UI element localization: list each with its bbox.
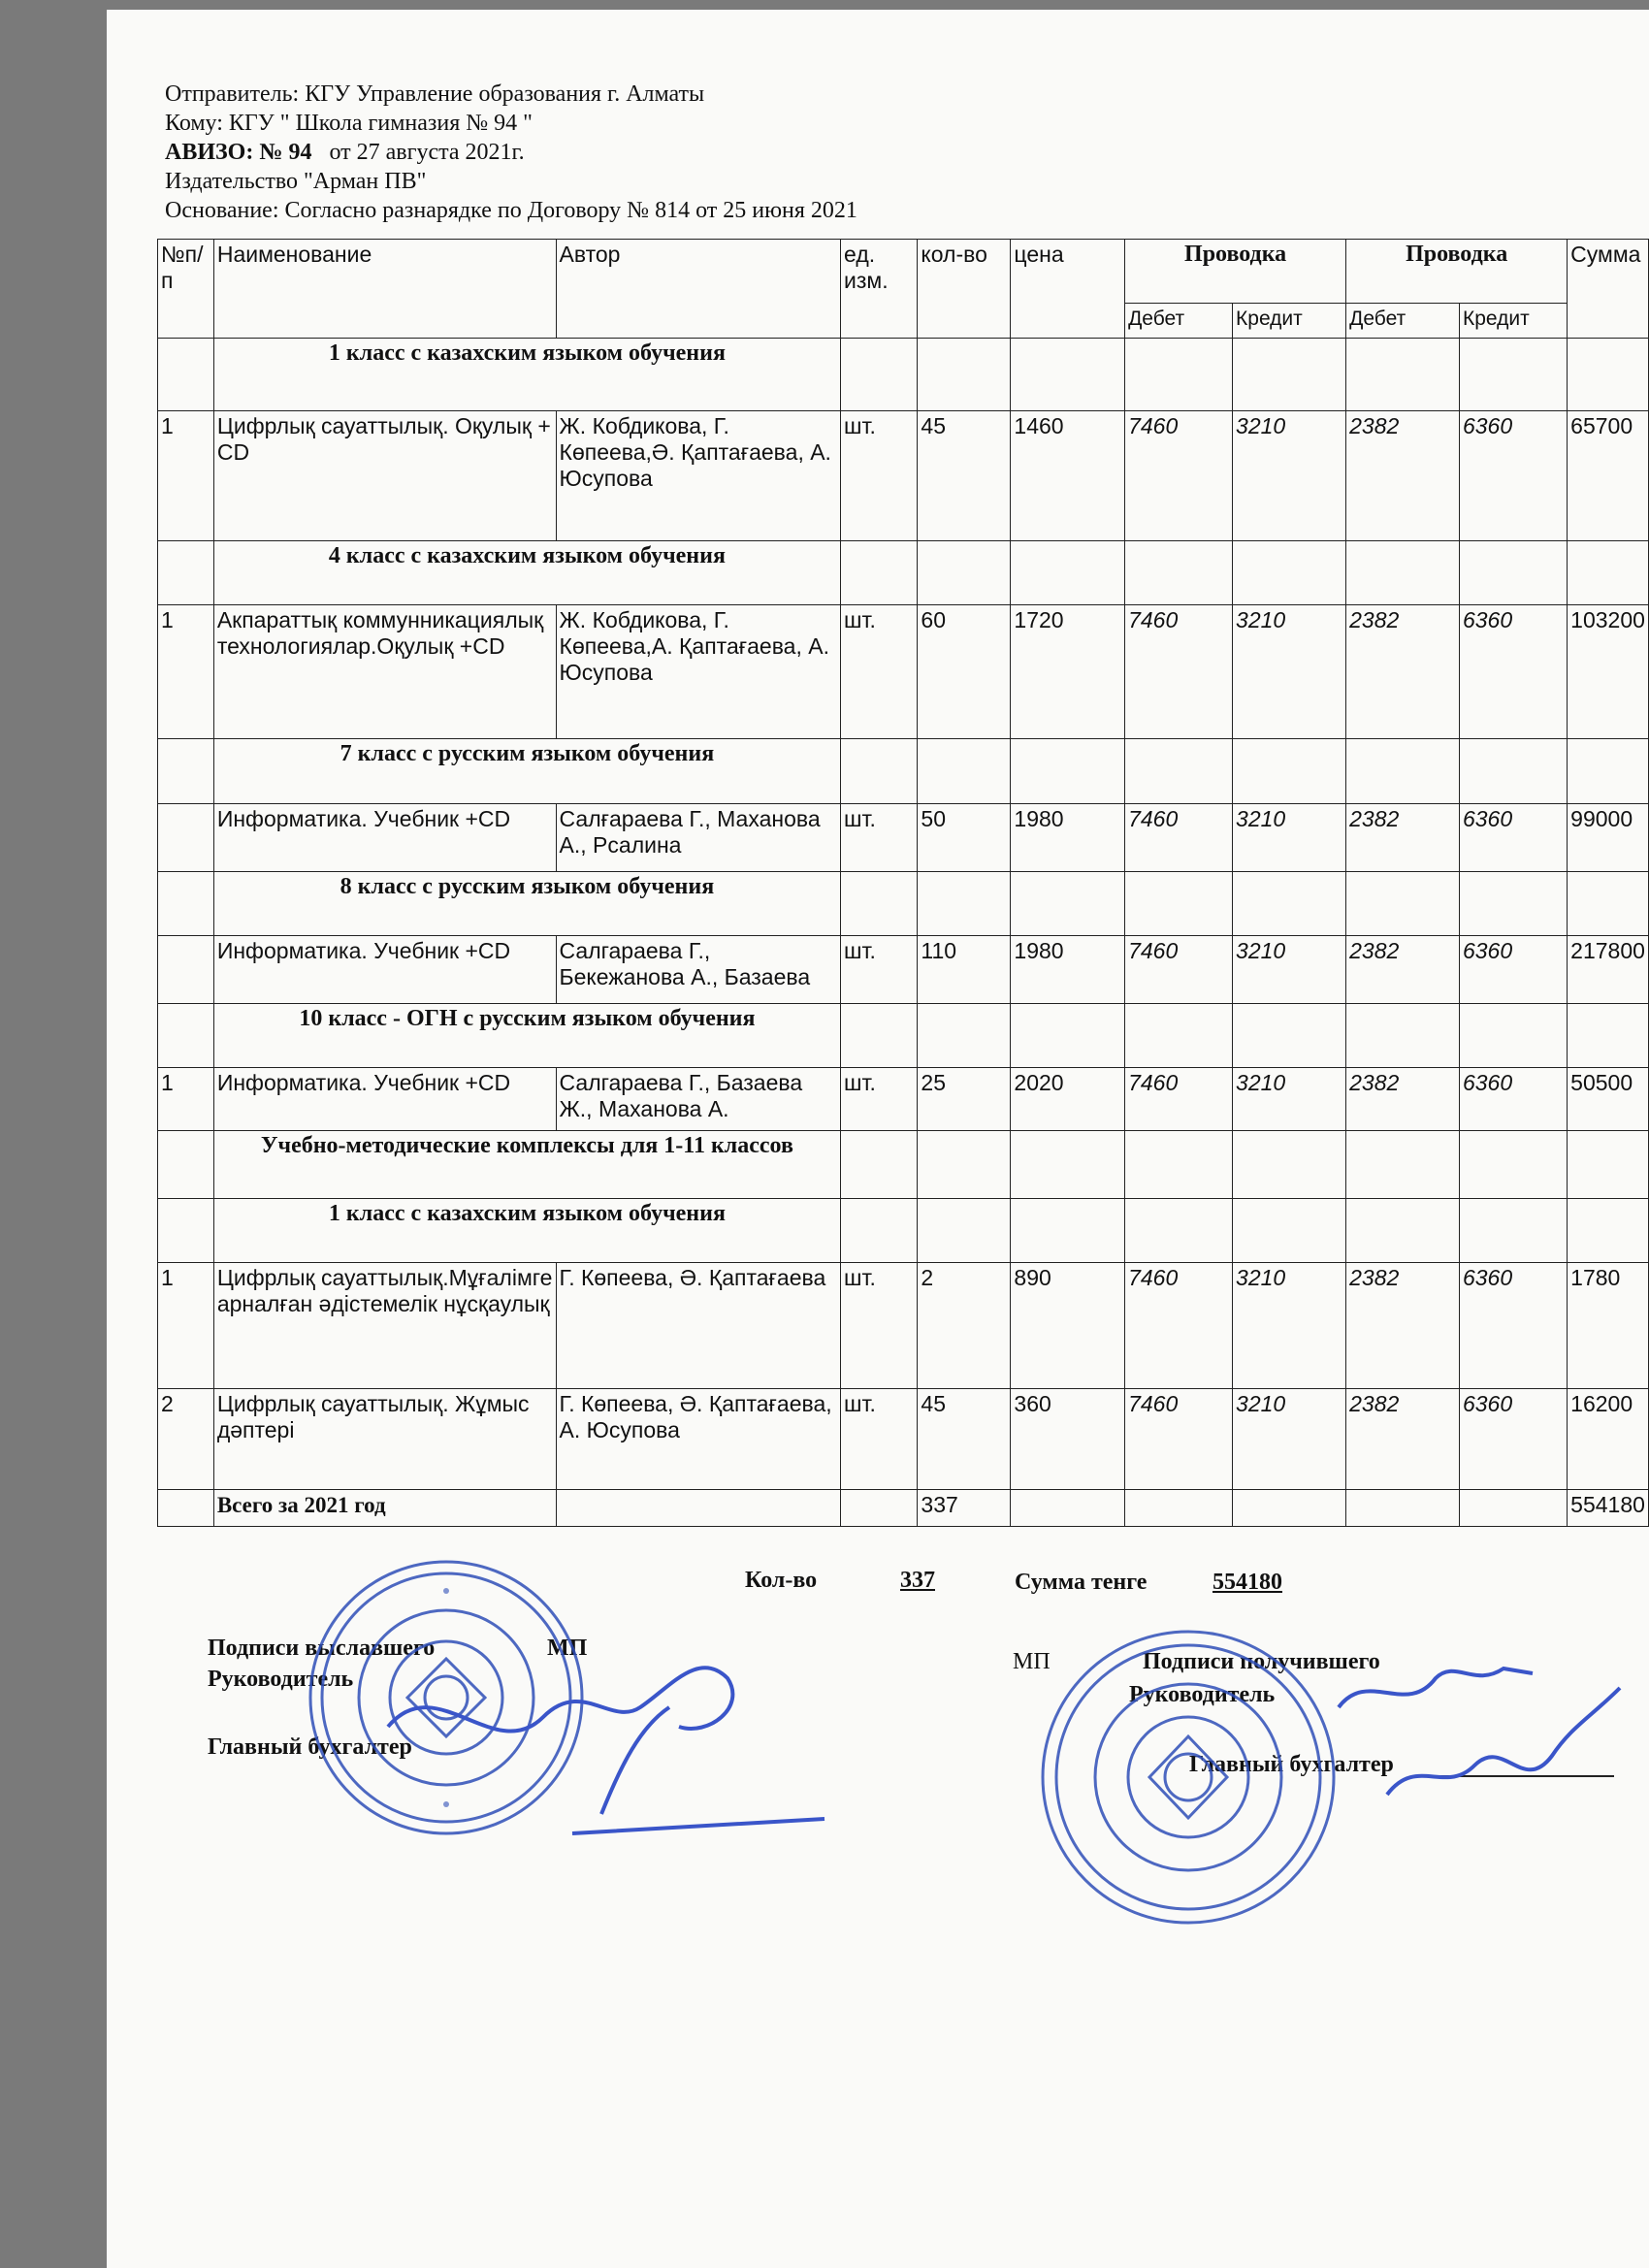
header-credit-1: Кредит — [1233, 304, 1346, 339]
section-row — [158, 1199, 1649, 1263]
header-posting-2: Проводка — [1346, 240, 1568, 304]
sender-accountant-label: Главный бухгалтер — [208, 1734, 412, 1760]
mp-left: МП — [547, 1636, 588, 1661]
item-author: Ж. Кобдикова, Г. Көпеева,А. Қаптағаева, А. Юсупова — [556, 605, 840, 739]
header-sum: Сумма — [1568, 240, 1649, 339]
section-title: 1 класс с казахским языком обучения — [213, 1199, 840, 1263]
footer-qty-label: Кол-во — [745, 1568, 818, 1593]
item-author: Салғараева Г., Маханова А., Рсалина — [556, 804, 840, 872]
aviso-line — [165, 138, 525, 167]
total-sum: 554180 — [1568, 1490, 1649, 1527]
table-row: 1 Информатика. Учебник +CD Салгараева Г., Базаева Ж., Маханова А. шт. 25 2020 7460 3210 2382 6360 50500 — [158, 1068, 1649, 1131]
total-qty: 337 — [918, 1490, 1011, 1527]
item-name: Акпараттық коммунникациялық технологиялар.Оқулық +CD — [213, 605, 556, 739]
header-unit: ед. изм. — [841, 240, 918, 339]
total-label: Всего за 2021 год — [213, 1490, 556, 1527]
table-row: 1 Цифрлық сауаттылық. Оқулық + CD Ж. Кобдикова, Г. Көпеева,Ә. Қаптағаева, А. Юсупова шт. 45 1460 7460 3210 2382 6360 65700 — [158, 411, 1649, 541]
item-author: Салгараева Г., Бекежанова А., Базаева — [556, 936, 840, 1004]
aviso-table — [157, 239, 1649, 1527]
header-debit-1: Дебет — [1125, 304, 1233, 339]
table-row: Информатика. Учебник +CD Салғараева Г., Маханова А., Рсалина шт. 50 1980 7460 3210 2382 6360 99000 — [158, 804, 1649, 872]
table-row: 1 Цифрлық сауаттылық.Мұғалімге арналған әдістемелік нұсқаулық Г. Көпеева, Ә. Қаптағаева шт. 2 890 7460 3210 2382 6360 1780 — [158, 1263, 1649, 1389]
item-name: Цифрлық сауаттылық. Жұмыс дәптері — [213, 1389, 556, 1490]
item-author: Салгараева Г., Базаева Ж., Маханова А. — [556, 1068, 840, 1131]
header-author: Автор — [556, 240, 840, 339]
header-qty: кол-во — [918, 240, 1011, 339]
header-posting-1: Проводка — [1125, 240, 1346, 304]
aviso-date: от 27 августа 2021г. — [329, 140, 525, 165]
sender-line: Отправитель: КГУ Управление образования г. Алматы — [165, 81, 705, 107]
item-name: Цифрлық сауаттылық.Мұғалімге арналған әдістемелік нұсқаулық — [213, 1263, 556, 1389]
section-row — [158, 1131, 1649, 1199]
section-row — [158, 872, 1649, 936]
item-name: Информатика. Учебник +CD — [213, 1068, 556, 1131]
header-name: Наименование — [213, 240, 556, 339]
header-price: цена — [1011, 240, 1125, 339]
official-stamp-right — [1028, 1622, 1348, 1932]
section-row — [158, 339, 1649, 411]
table-row: 2 Цифрлық сауаттылық. Жұмыс дәптері Г. Көпеева, Ә. Қаптағаева, А. Юсупова шт. 45 360 7460 3210 2382 6360 16200 — [158, 1389, 1649, 1490]
item-name: Цифрлық сауаттылық. Оқулық + CD — [213, 411, 556, 541]
sender-signature — [378, 1610, 834, 1863]
item-author: Г. Көпеева, Ә. Қаптағаева, А. Юсупова — [556, 1389, 840, 1490]
section-row — [158, 541, 1649, 605]
table-row: Информатика. Учебник +CD Салгараева Г., Бекежанова А., Базаева шт. 110 1980 7460 3210 2382 6360 217800 — [158, 936, 1649, 1004]
basis-line: Основание: Согласно разнарядке по Договору № 814 от 25 июня 2021 — [165, 198, 857, 223]
section-row — [158, 739, 1649, 804]
footer-qty-value: 337 — [900, 1568, 935, 1593]
recipient-sign-label: Подписи получившего — [1143, 1649, 1380, 1674]
item-author: Г. Көпеева, Ә. Қаптағаева — [556, 1263, 840, 1389]
header-debit-2: Дебет — [1346, 304, 1460, 339]
recipient-line: Кому: КГУ " Школа гимназия № 94 " — [165, 111, 533, 136]
item-name: Информатика. Учебник +CD — [213, 804, 556, 872]
item-author: Ж. Кобдикова, Г. Көпеева,Ә. Қаптағаева, А. Юсупова — [556, 411, 840, 541]
section-title: 1 класс с казахским языком обучения — [213, 339, 840, 411]
aviso-number: АВИЗО: № 94 — [165, 140, 312, 165]
section-title: 8 класс с русским языком обучения — [213, 872, 840, 936]
table-row: 1 Акпараттық коммунникациялық технологиялар.Оқулық +CD Ж. Кобдикова, Г. Көпеева,А. Қаптағаева, А. Юсупова шт. 60 1720 7460 3210 2382 6360 103200 — [158, 605, 1649, 739]
footer-sum-label: Сумма тенге — [1015, 1570, 1148, 1595]
sender-sign-label: Подписи выславшего — [208, 1636, 436, 1661]
footer-sum-value: 554180 — [1212, 1570, 1282, 1595]
header-num: №п/п — [158, 240, 214, 339]
section-title: Учебно-методические комплексы для 1-11 классов — [213, 1131, 840, 1199]
publisher-line: Издательство "Арман ПВ" — [165, 169, 427, 194]
mp-right: МП — [1013, 1649, 1051, 1674]
recipient-accountant-label: Главный бухгалтер — [1189, 1752, 1394, 1777]
section-row — [158, 1004, 1649, 1068]
section-title: 4 класс с казахским языком обучения — [213, 541, 840, 605]
section-title: 10 класс - ОГН с русским языком обучения — [213, 1004, 840, 1068]
total-row — [158, 1490, 1649, 1527]
recipient-signature — [1329, 1649, 1639, 1843]
section-title: 7 класс с русским языком обучения — [213, 739, 840, 804]
header-credit-2: Кредит — [1459, 304, 1567, 339]
recipient-head-label: Руководитель — [1129, 1682, 1276, 1707]
sender-head-label: Руководитель — [208, 1667, 354, 1692]
item-name: Информатика. Учебник +CD — [213, 936, 556, 1004]
